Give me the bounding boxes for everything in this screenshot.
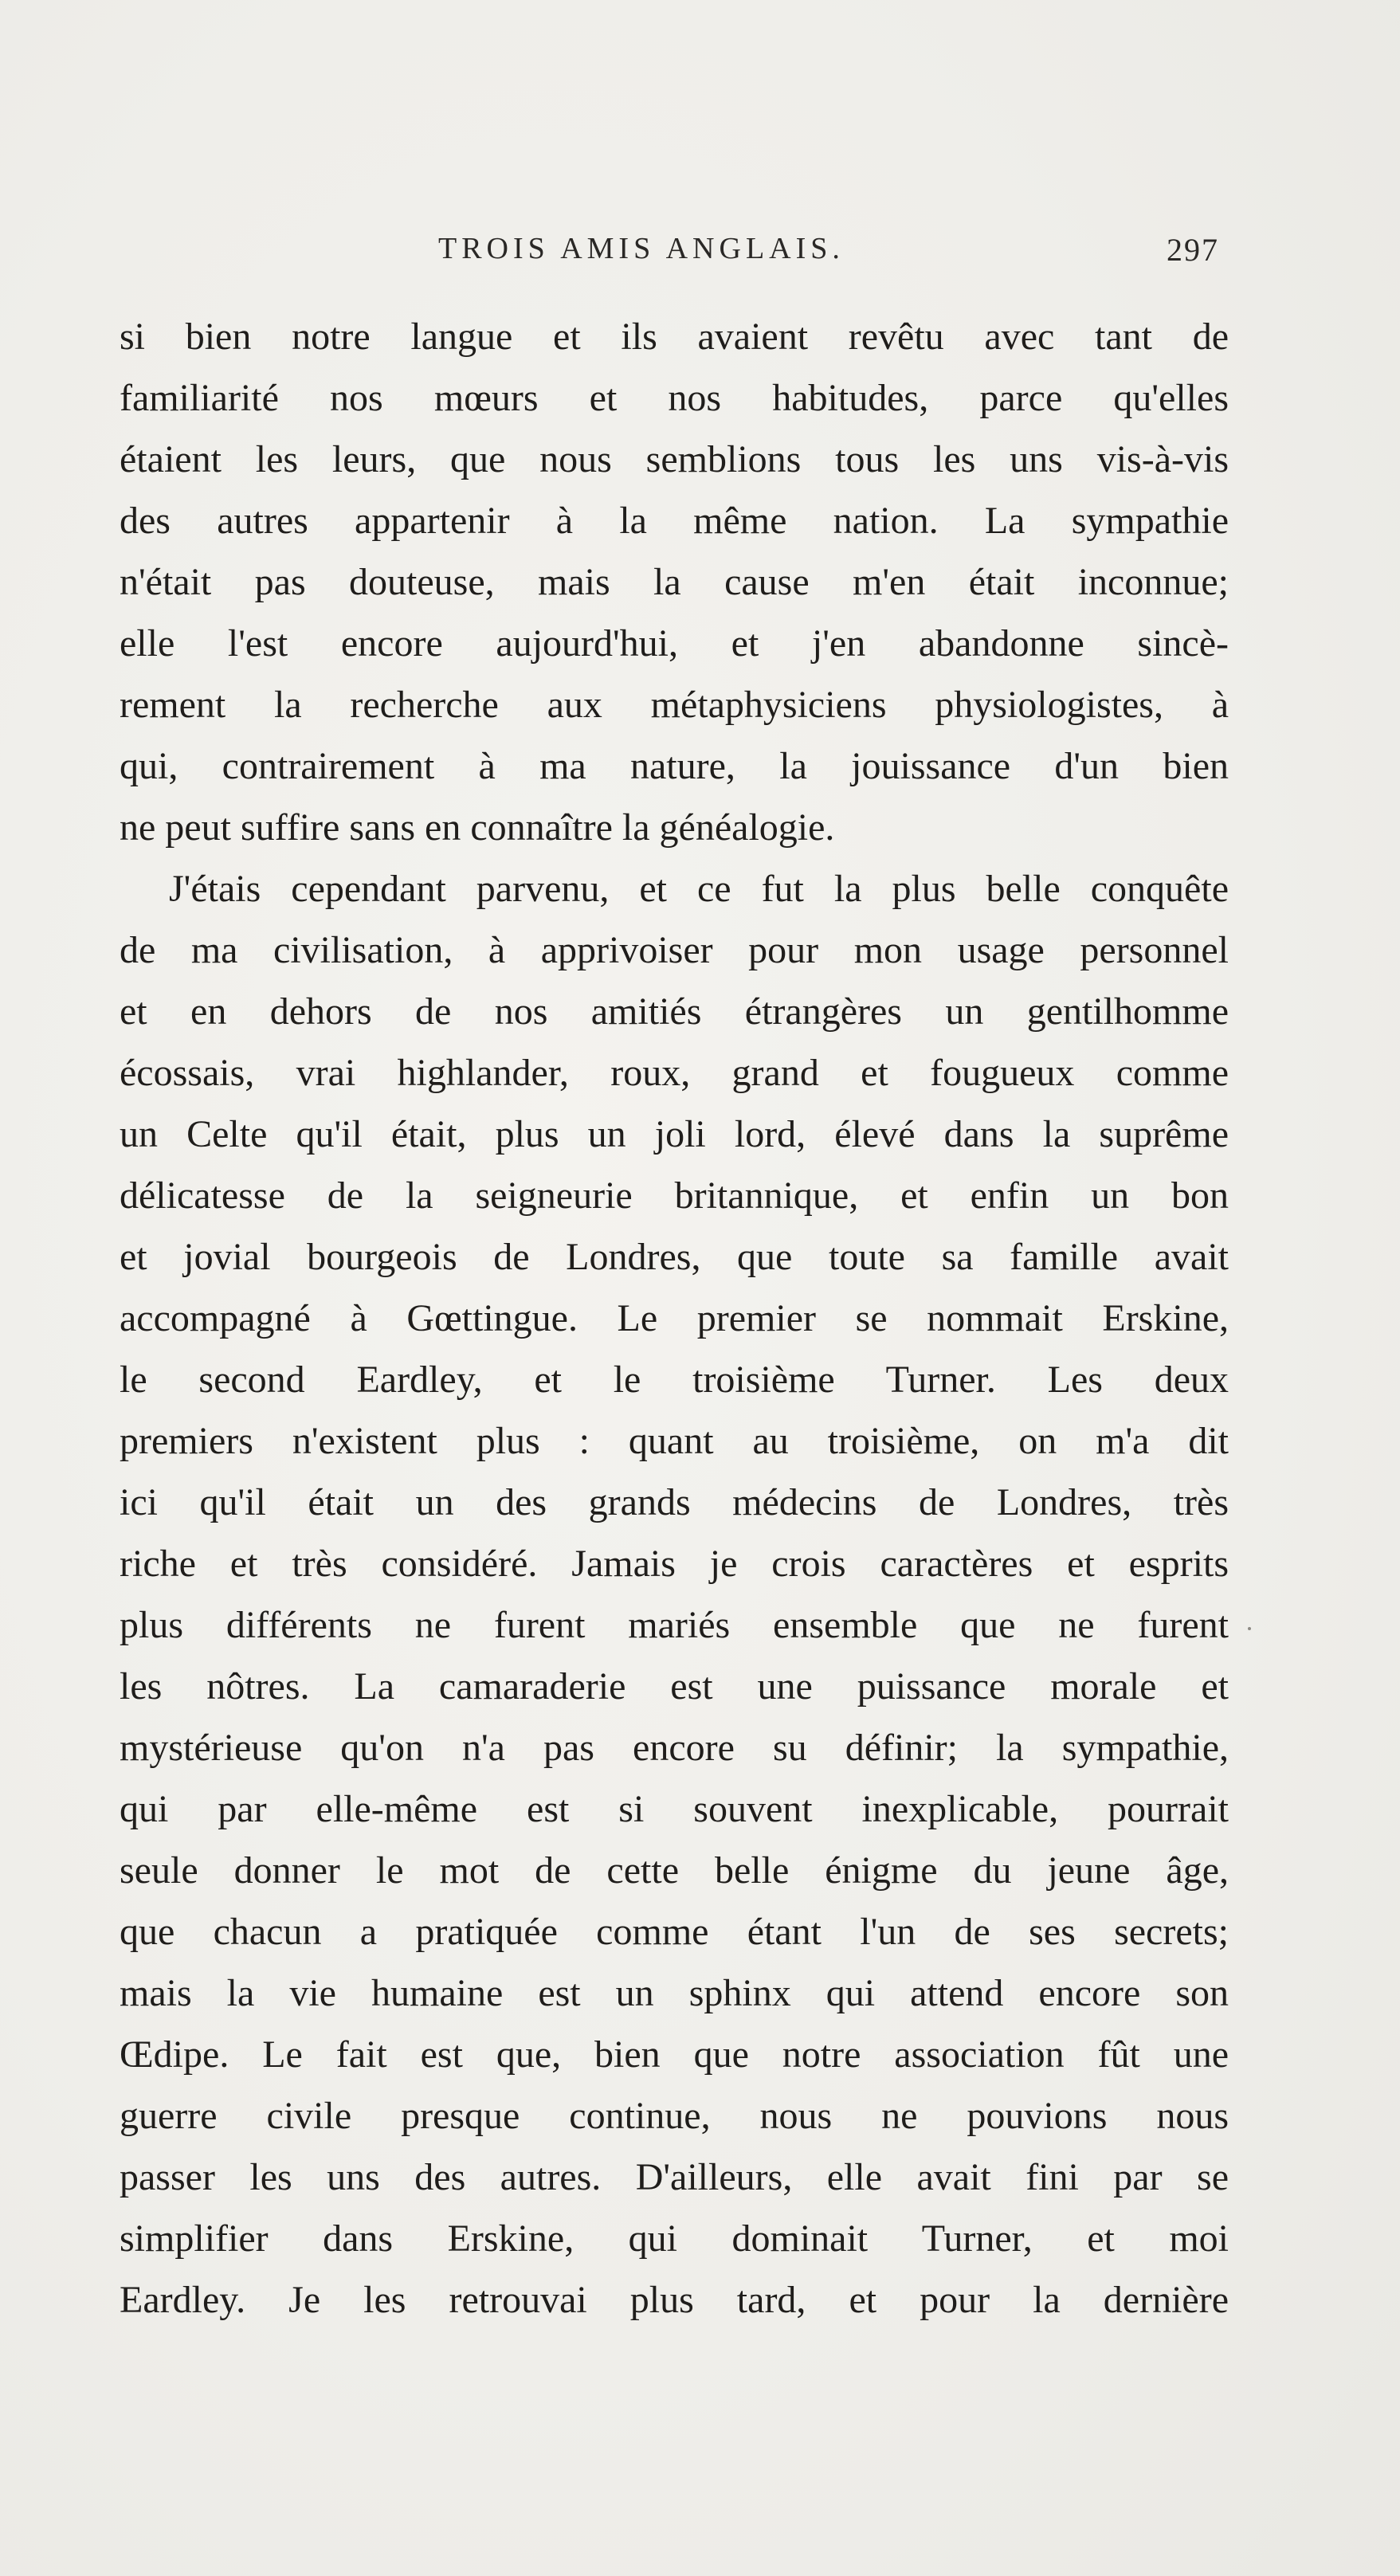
text-line: délicatesse de la seigneurie britannique, et enfin un bon (120, 1174, 1229, 1217)
text-line: Eardley. Je les retrouvai plus tard, et pour la dernière (120, 2279, 1229, 2321)
text-line: accompagné à Gœttingue. Le premier se nommait Erskine, (120, 1297, 1229, 1339)
text-line: seule donner le mot de cette belle énigme du jeune âge, (120, 1849, 1229, 1892)
text-line: que chacun a pratiquée comme étant l'un de ses secrets; (120, 1911, 1229, 1953)
text-line: J'étais cependant parvenu, et ce fut la plus belle conquête (169, 868, 1229, 910)
text-line: mystérieuse qu'on n'a pas encore su définir; la sympathie, (120, 1727, 1229, 1769)
text-line: ici qu'il était un des grands médecins de Londres, très (120, 1481, 1229, 1523)
text-line: n'était pas douteuse, mais la cause m'en était inconnue; (120, 561, 1229, 603)
running-head (120, 231, 1219, 279)
page-number: 297 (1167, 232, 1219, 268)
text-line: les nôtres. La camaraderie est une puissance morale et (120, 1665, 1229, 1708)
text-line: elle l'est encore aujourd'hui, et j'en abandonne sincè- (120, 622, 1229, 665)
text-line: familiarité nos mœurs et nos habitudes, parce qu'elles (120, 377, 1229, 419)
text-line: de ma civilisation, à apprivoiser pour mon usage personnel (120, 929, 1229, 971)
body-text (120, 306, 1229, 2331)
text-line: premiers n'existent plus : quant au troisième, on m'a dit (120, 1420, 1229, 1462)
running-title: TROIS AMIS ANGLAIS. (438, 232, 845, 265)
text-line: écossais, vrai highlander, roux, grand et fougueux comme (120, 1052, 1229, 1094)
text-line: ne peut suffire sans en connaître la généalogie. (120, 806, 835, 849)
text-line: guerre civile presque continue, nous ne pouvions nous (120, 2095, 1229, 2137)
text-line: passer les uns des autres. D'ailleurs, elle avait fini par se (120, 2156, 1229, 2198)
text-line: qui, contrairement à ma nature, la jouissance d'un bien (120, 745, 1229, 787)
text-line: et jovial bourgeois de Londres, que toute sa famille avait (120, 1236, 1229, 1278)
text-line: étaient les leurs, que nous semblions tous les uns vis-à-vis (120, 438, 1229, 480)
text-line: mais la vie humaine est un sphinx qui attend encore son (120, 1972, 1229, 2014)
text-line: le second Eardley, et le troisième Turner. Les deux (120, 1359, 1229, 1401)
text-line: et en dehors de nos amitiés étrangères un gentilhomme (120, 990, 1229, 1033)
text-line: Œdipe. Le fait est que, bien que notre association fût une (120, 2033, 1229, 2076)
text-line: si bien notre langue et ils avaient revêtu avec tant de (120, 316, 1229, 358)
text-line: rement la recherche aux métaphysiciens physiologistes, à (120, 684, 1229, 726)
text-line: un Celte qu'il était, plus un joli lord, élevé dans la suprême (120, 1113, 1229, 1155)
text-line: plus différents ne furent mariés ensemble que ne furent (120, 1604, 1229, 1646)
text-line: qui par elle-même est si souvent inexplicable, pourrait (120, 1788, 1229, 1830)
text-line: des autres appartenir à la même nation. La sympathie (120, 500, 1229, 542)
paper-speck (1248, 1627, 1251, 1630)
text-line: riche et très considéré. Jamais je crois caractères et esprits (120, 1543, 1229, 1585)
text-line: simplifier dans Erskine, qui dominait Turner, et moi (120, 2217, 1229, 2260)
